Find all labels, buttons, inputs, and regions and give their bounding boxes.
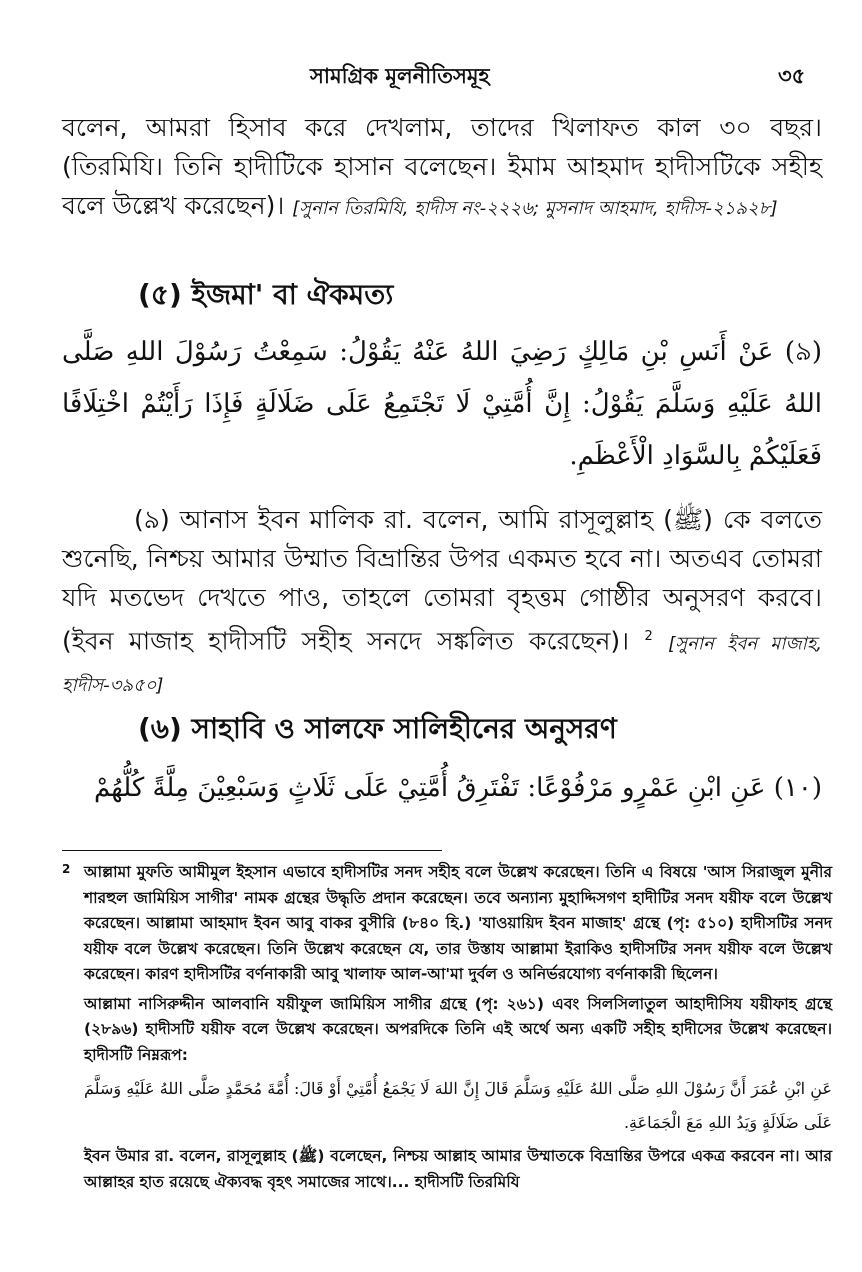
paragraph-text: বলেন, আমরা হিসাব করে দেখলাম, তাদের খিলাফত কাল ৩০ বছর। (তিরমিযি। তিনি হাদীটিকে হাসান বলেছেন। ইমাম আহমাদ হাদীসটিকে সহীহ বলে উল্লেখ করেছেন)। (62, 113, 822, 220)
translation-paragraph-9 (62, 500, 822, 705)
section-heading-6: (৬) সাহাবি ও সালফে সালিহীনের অনুসরণ (138, 712, 617, 745)
citation: [সুনান তিরমিযি, হাদীস নং-২২২৬; মুসনাদ আহমাদ, হাদীস-২১৯২৮] (292, 198, 778, 219)
footnote-reference: 2 (644, 629, 653, 644)
footnote-text: আল্লামা মুফতি আমীমুল ইহসান এভাবে হাদীসটির সনদ সহীহ বলে উল্লেখ করেছেন। তিনি এ বিষয়ে 'আস সিরাজুল মুনীর শারহুল জামিয়িস সাগীর' নামক গ্রন্থের উদ্ধৃতি প্রদান করেছেন। তবে অন্যান্য মুহাদ্দিসগণ হাদীটির সনদ যয়ীফ বলে উল্লেখ করেছেন। আল্লামা আহমাদ ইবন আবু বাকর বুসীরি (৮৪০ হি.) 'যাওয়ায়িদ ইবন মাজাহ' গ্রন্থে (পৃ: ৫১০) হাদীসটির সনদ যয়ীফ বলে উল্লেখ করেছেন। তিনি উল্লেখ করেছেন যে, তার উস্তায আল্লামা ইরাকিও হাদীসটির সনদ যয়ীফ বলে উল্লেখ করেছেন। কারণ হাদীসটির বর্ণনাকারী আবু খালাফ আল-আ'মা দুর্বল ও অনির্ভরযোগ্য বর্ণনাকারী ছিলেন। (84, 863, 832, 983)
footnote-paragraph: ইবন উমার রা. বলেন, রাসূলুল্লাহ (ﷺ) বলেছেন, নিশ্চয় আল্লাহ আমার উম্মাতকে বিভ্রান্তির উপরে একত্র করবেন না। আর আল্লাহর হাত রয়েছে ঐক্যবদ্ধ বৃহৎ সমাজের সাথে।... হাদীসটি তিরমিযি (84, 1147, 832, 1191)
page-number: ৩৫ (778, 64, 806, 88)
footnote-paragraph: আল্লামা নাসিরুদ্দীন আলবানি যয়ীফুল জামিয়িস সাগীর গ্রন্থে (পৃ: ২৬১) এবং সিলসিলাতুল আহাদীসিয যয়ীফাহ গ্রন্থে (২৮৯৬) হাদীসটি যয়ীফ বলে উল্লেখ করেছেন। অপরদিকে তিনি এই অর্থে অন্য একটি সহীহ হাদীসের উল্লেখ করেছেন। হাদীসটি নিম্নরূপ: (84, 994, 832, 1064)
running-head-title: সামগ্রিক মূলনীতিসমূহ (310, 64, 490, 88)
footnote-paragraph (62, 860, 832, 988)
section-heading-5: (৫) ইজমা' বা ঐকমত্য (138, 278, 394, 311)
paragraph-text: (৯) আনাস ইবন মালিক রা. বলেন, আমি রাসূলুল্লাহ (ﷺ) কে বলতে শুনেছি, নিশ্চয় আমার উম্মাত বিভ্রান্তির উপর একমত হবে না। অতএব তোমরা যদি মতভেদ দেখতে পাও, তাহলে তোমরা বৃহত্তম গোষ্ঠীর অনুসরণ করবে। (ইবন মাজাহ হাদীসটি সহীহ সনদে সঙ্কলিত করেছেন)। (62, 505, 822, 656)
footnote-arabic-hadith: عَنِ ابْنِ عُمَرَ أَنَّ رَسُوْلَ اللهِ صَلَّى اللهُ عَلَيْهِ وَسَلَّمَ قَالَ إِنَّ اللهَ لَا يَجْمَعُ أُمَّتِيْ أَوْ قَالَ: أُمَّةَ مُحَمَّدٍ صَلَّى اللهُ عَلَيْهِ وَسَلَّمَ عَلَى ضَلَالَةٍ وَيَدُ اللهِ مَعَ الْجَمَاعَةِ. (84, 1079, 832, 1132)
paragraph-continuation (62, 108, 822, 228)
arabic-hadith-10: (١٠) عَنِ ابْنِ عَمْرٍو مَرْفُوْعًا: تَفْتَرِقُ أُمَّتِيْ عَلَى ثَلَاثٍ وَسَبْعِيْنَ مِلَّةً كُلُّهُمْ (93, 773, 822, 803)
citation: [সুনান ইবন মাজাহ, হাদীস-৩৯৫০] (62, 633, 823, 697)
footnote-marker: 2 (62, 862, 71, 876)
arabic-hadith-9: (৯) عَنْ أَنَسِ بْنِ مَالِكٍ رَضِيَ اللهُ عَنْهُ يَقُوْلُ: سَمِعْتُ رَسُوْلَ اللهِ صَلَّى اللهُ عَلَيْهِ وَسَلَّمَ يَقُوْلُ: إِنَّ أُمَّتِيْ لَا تَجْتَمِعُ عَلَى ضَلَالَةٍ فَإِذَا رَأَيْتُمْ اخْتِلَافًا فَعَلَيْكُمْ بِالسَّوَادِ الْأَعْظَمِ. (62, 337, 822, 471)
footnote-divider (62, 850, 442, 851)
running-head (0, 58, 862, 94)
footnotes (62, 860, 832, 1199)
